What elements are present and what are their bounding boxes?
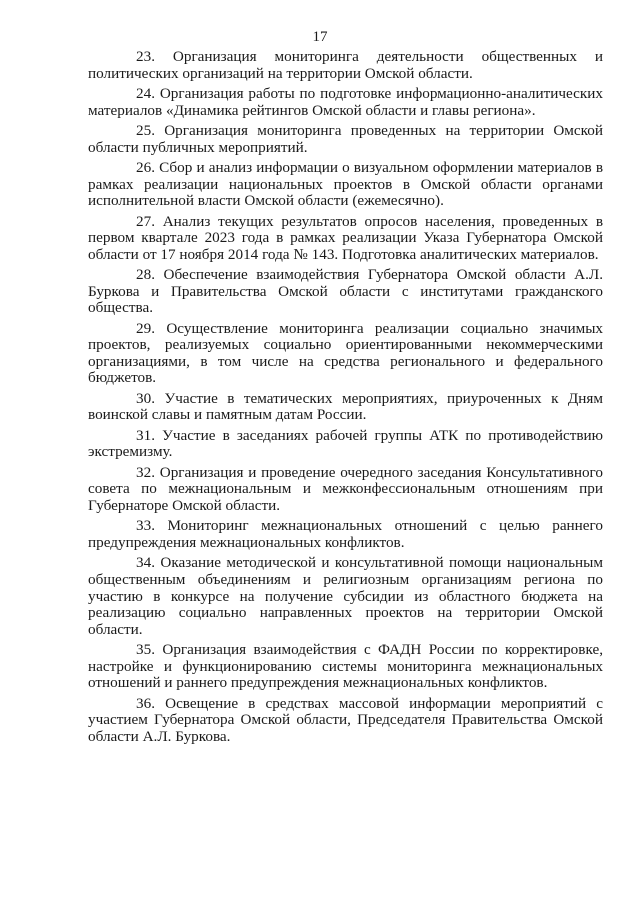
paragraph-28: 28. Обеспечение взаимодействия Губернатора Омской области А.Л. Буркова и Правительства Омской области с институтами гражданского общества. xyxy=(88,266,603,317)
paragraph-33: 33. Мониторинг межнациональных отношений с целью раннего предупреждения межнациональных конфликтов. xyxy=(88,517,603,551)
paragraph-29: 29. Осуществление мониторинга реализации социально значимых проектов, реализуемых социально ориентированными некоммерческими организациями, в том числе на средства регионального и федерального бюджетов. xyxy=(88,319,603,387)
paragraph-26: 26. Сбор и анализ информации о визуальном оформлении материалов в рамках реализации национальных проектов в Омской области органами исполнительной власти Омской области (ежемесячно). xyxy=(88,158,603,210)
paragraph-34: 34. Оказание методической и консультативной помощи национальным общественным объединениям и религиозным организациям региона по участию в конкурсе на получение субсидии из областного бюджета на реализацию социально направленных проектов на территории Омской области. xyxy=(88,554,603,638)
document-body xyxy=(88,49,603,749)
paragraph-23: 23. Организация мониторинга деятельности общественных и политических организаций на территории Омской области. xyxy=(88,48,603,82)
page-number: 17 xyxy=(312,29,328,45)
paragraph-27: 27. Анализ текущих результатов опросов населения, проведенных в первом квартале 2023 года в рамках реализации Указа Губернатора Омской области от 17 ноября 2014 года № 143. Подготовка аналитических материалов. xyxy=(88,212,603,263)
paragraph-30: 30. Участие в тематических мероприятиях, приуроченных к Дням воинской славы и памятным датам России. xyxy=(88,389,603,424)
paragraph-24: 24. Организация работы по подготовке информационно-аналитических материалов «Динамика рейтингов Омской области и главы региона». xyxy=(88,84,603,119)
paragraph-36: 36. Освещение в средствах массовой информации мероприятий с участием Губернатора Омской области, Председателя Правительства Омской области А.Л. Буркова. xyxy=(88,694,603,745)
paragraph-35: 35. Организация взаимодействия с ФАДН России по корректировке, настройке и функционированию системы мониторинга межнациональных отношений и раннего предупреждения межнациональных конфликтов. xyxy=(88,641,603,692)
paragraph-25: 25. Организация мониторинга проведенных на территории Омской области публичных мероприятий. xyxy=(88,121,603,156)
paragraph-32: 32. Организация и проведение очередного заседания Консультативного совета по межнациональным и межконфессиональным отношениям при Губернаторе Омской области. xyxy=(88,463,603,515)
paragraph-31: 31. Участие в заседаниях рабочей группы АТК по противодействию экстремизму. xyxy=(88,426,603,461)
